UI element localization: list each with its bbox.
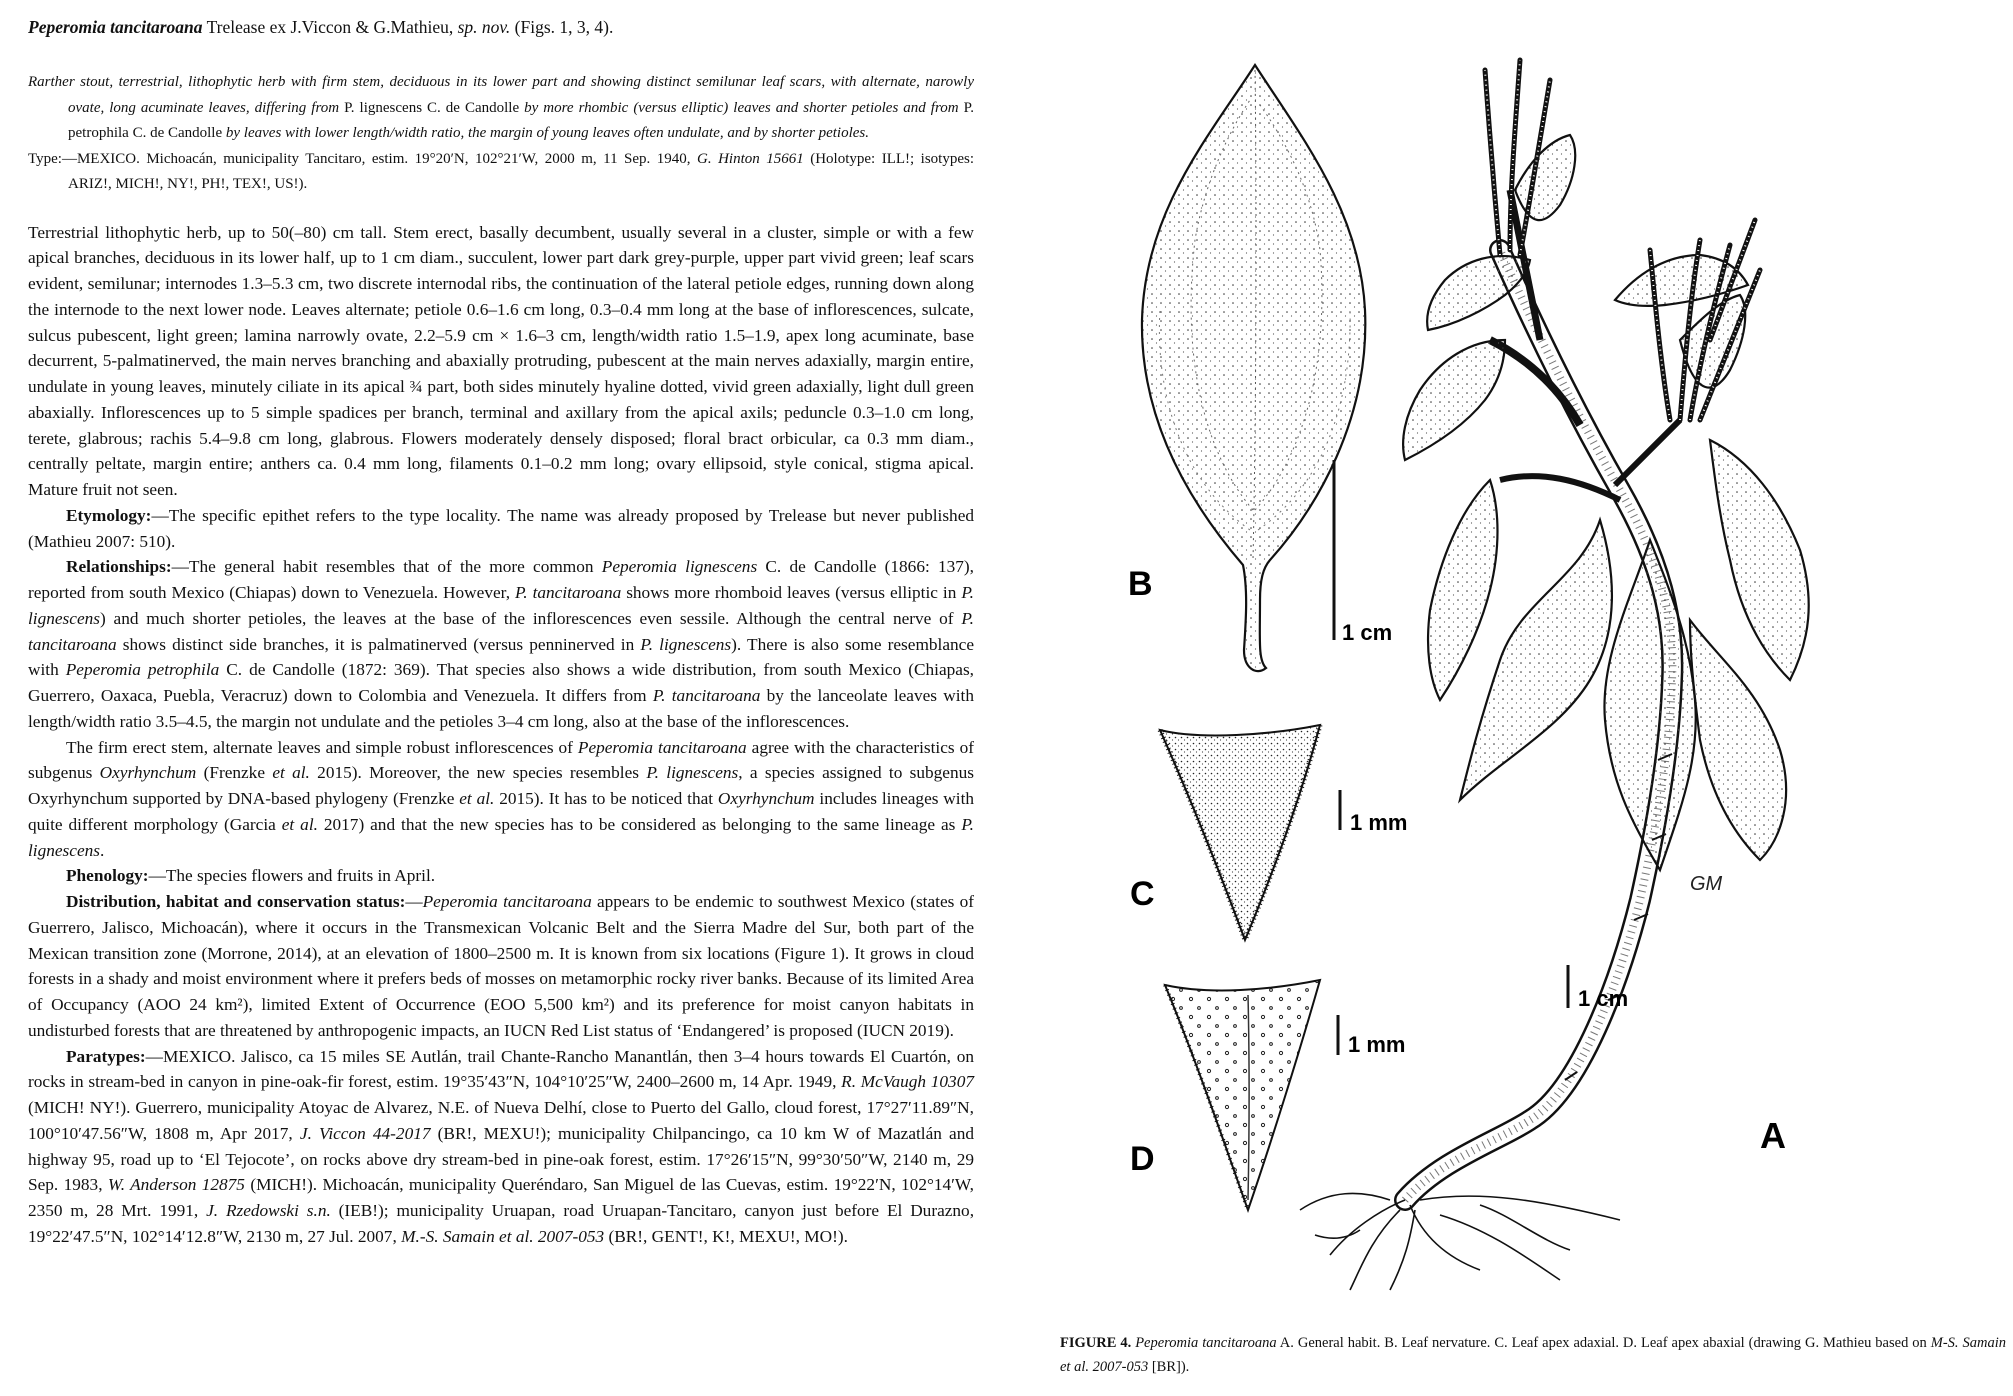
relationships-text: shows more rhomboid leaves (versus elliptic in bbox=[626, 583, 957, 602]
heading-figs: (Figs. 1, 3, 4). bbox=[514, 17, 614, 37]
subgenus-text: The firm erect stem, alternate leaves and simple robust inflorescences of bbox=[66, 737, 573, 757]
caption-text-2: [BR]). bbox=[1151, 1359, 1190, 1375]
relationships-text: C. de Candolle (1872: 369). That species also shows a wide distribution, from south Mexico (Chiapas, Guerrero, Oaxaca, Puebla, Veracruz) down to Colombia and Venezuela. It differs from bbox=[28, 660, 974, 705]
heading-status: sp. nov. bbox=[457, 17, 511, 37]
relationships-taxon: P. tancitaroana bbox=[514, 583, 622, 602]
paratypes-text: (MICH!). Michoacán, municipality Queréndaro, San Miguel de las Cuevas, estim. 19°22′N, 102°14′W, 2350 m, 28 Mrt. 1991, bbox=[28, 1175, 974, 1220]
botanical-illustration bbox=[1060, 40, 2010, 1330]
caption-label: FIGURE 4. bbox=[1060, 1335, 1132, 1351]
habit-leaf bbox=[1710, 440, 1809, 680]
illustration-svg bbox=[1060, 40, 2010, 1330]
subgenus-taxon: Oxyrhynchum bbox=[99, 763, 197, 783]
distribution-paragraph bbox=[28, 889, 974, 1044]
relationships-text: shows distinct side branches, it is palmatinerved (versus penninerved in bbox=[122, 634, 635, 654]
subgenus-taxon: P. lignescens bbox=[28, 814, 974, 860]
scale-label-d: 1 mm bbox=[1348, 1032, 1406, 1057]
relationships-text: C. de Candolle (1866: 137), reported from south Mexico (Chiapas) down to Venezuela. However, bbox=[28, 557, 974, 602]
spike bbox=[1485, 70, 1500, 255]
subgenus-taxon: Oxyrhynchum bbox=[717, 789, 815, 808]
relationships-taxon: P. lignescens bbox=[640, 634, 732, 654]
subgenus-text: . bbox=[100, 840, 105, 860]
paratypes-collector: M.-S. Samain et al. 2007-053 bbox=[401, 1226, 605, 1246]
panel-label-c: C bbox=[1130, 875, 1155, 913]
distribution-taxon: Peperomia tancitaroana bbox=[422, 892, 592, 911]
type-text-2: (Holotype: ILL!; isotypes: ARIZ!, MICH!, NY!, PH!, TEX!, US!). bbox=[68, 150, 975, 192]
caption-reference: M-S. Samain et al. 2007-053 bbox=[1060, 1335, 2007, 1375]
paratypes-collector: W. Anderson 12875 bbox=[107, 1175, 245, 1195]
scale-label-a: 1 cm bbox=[1578, 986, 1629, 1011]
distribution-text: appears to be endemic to southwest Mexico (states of Guerrero, Jalisco, Michoacán), where it occurs in the Transmexican Volcanic Belt and the Sierra Madre del Sur, both part of the Mexican transition zone (Morrone, 2014), at an elevation of 1800–2500 m. It is known from six locations (Figure 1). It grows in cloud forests in a shady and moist environment where it prefers beds of mosses on metamorphic rocky river banks. Because of its limited Area of Occupancy (AOO 24 km²), limited Extent of Occurrence (EOO 5,500 km²) and its preference for moist canyon habitats in undisturbed forests that are threatened by anthropogenic impacts, an IUCN Red List status of ‘Endangered’ is proposed (IUCN 2019). bbox=[28, 892, 974, 1040]
habit-leaf bbox=[1515, 135, 1575, 220]
description-paragraph: Terrestrial lithophytic herb, up to 50(–80) cm tall. Stem erect, basally decumbent, usually several in a cluster, simple or with a few apical branches, deciduous in its lower half, up to 1 cm diam., succulent, lower part dark grey-purple, upper part vivid green; leaf scars evident, semilunar; internodes 1.3–5.3 cm, two discrete internodal ribs, the continuation of the lateral petiole edges, running down along the internode to the next lower node. Leaves alternate; petiole 0.6–1.6 cm long, 0.3–0.4 mm long at the base of inflorescences, sulcate, sulcus pubescent, light green; lamina narrowly ovate, 2.2–5.9 cm × 1.6–3 cm, length/width ratio 1.5–1.9, apex long acuminate, base decurrent, 5-palmatinerved, the main nerves branching and abaxially protruding, pubescent at the main nerves adaxially, margin entire, undulate in young leaves, minutely ciliate in its apical ¾ part, both sides minutely hyaline dotted, vivid green adaxially, light dull green abaxially. Inflorescences up to 5 simple spadices per branch, terminal and axillary from the apical axils; peduncle 0.3–1.0 cm long, terete, glabrous; rachis 5.4–9.8 cm long, glabrous. Flowers moderately densely disposed; floral bract orbicular, ca 0.3 mm diam., centrally peltate, margin entire; anthers ca. 0.4 mm long, filaments 0.1–0.2 mm long; ovary ellipsoid, style conical, stigma apical. Mature fruit not seen. bbox=[28, 222, 974, 499]
relationships-text: by the lanceolate leaves with length/width ratio 3.5–4.5, the margin not undulate and the petioles 3–4 cm long, also at the base of the inflorescences. bbox=[28, 686, 974, 731]
scale-label-c: 1 mm bbox=[1350, 810, 1408, 835]
etymology-label: Etymology: bbox=[66, 505, 152, 525]
habit-leaf bbox=[1604, 540, 1695, 870]
species-heading bbox=[28, 14, 974, 40]
heading-species-name: Peperomia tancitaroana bbox=[28, 17, 203, 37]
paratypes-text: (IEB!); municipality Uruapan, road Uruapan-Tancitaro, canyon just before El Durazno, 19°22′47.5″N, 102°14′12.8″W, 2130 m, 27 Jul. 2007, bbox=[28, 1201, 975, 1246]
leaf-apex-c-drawing bbox=[1160, 725, 1320, 940]
leaf-apex-d-blade bbox=[1165, 980, 1320, 1210]
heading-authors: Trelease ex J.Viccon & G.Mathieu, bbox=[206, 17, 454, 37]
type-text-1: Type:—MEXICO. Michoacán, municipality Tancitaro, estim. 19°20′N, 102°21′W, 2000 m, 11 Sep. 1940, bbox=[28, 150, 691, 167]
distribution-label: Distribution, habitat and conservation status: bbox=[66, 892, 406, 911]
subgenus-taxon: P. lignescens bbox=[646, 763, 739, 783]
paratypes-collector: J. Rzedowski s.n. bbox=[206, 1201, 331, 1220]
roots bbox=[1300, 1193, 1620, 1290]
scale-label-b: 1 cm bbox=[1342, 620, 1393, 645]
phenology-paragraph bbox=[28, 863, 974, 889]
leaf-apex-d-drawing bbox=[1165, 980, 1320, 1210]
paratypes-label: Paratypes: bbox=[66, 1046, 146, 1066]
caption-species: Peperomia tancitaroana bbox=[1135, 1335, 1277, 1351]
panel-label-b: B bbox=[1128, 565, 1153, 603]
article-text-column bbox=[28, 10, 974, 1250]
subgenus-text: 2015). Moreover, the new species resembles bbox=[317, 763, 640, 783]
relationships-taxon: P. tancitaroana bbox=[652, 686, 761, 705]
panel-label-a: A bbox=[1760, 1115, 1786, 1156]
paratypes-collector: R. McVaugh 10307 bbox=[841, 1072, 974, 1092]
distribution-dash: — bbox=[405, 892, 423, 911]
diagnosis-taxon-2: P. petrophila C. de Candolle bbox=[68, 99, 975, 141]
subgenus-text: includes lineages with quite different morphology (Garcia bbox=[28, 789, 975, 834]
leaf-b-drawing bbox=[1142, 65, 1365, 671]
habit-leaf bbox=[1428, 480, 1497, 700]
relationships-taxon: Peperomia lignescens bbox=[601, 557, 758, 577]
relationships-taxon: P. lignescens bbox=[28, 583, 974, 628]
panel-label-d: D bbox=[1130, 1140, 1155, 1178]
subgenus-paragraph bbox=[28, 735, 974, 864]
leaf-apex-c-blade bbox=[1160, 725, 1320, 940]
subgenus-taxon: Peperomia tancitaroana bbox=[577, 737, 747, 757]
relationships-text: —The general habit resembles that of the more common bbox=[171, 557, 594, 577]
caption-text-1: A. General habit. B. Leaf nervature. C. Leaf apex adaxial. D. Leaf apex abaxial (drawing G. Mathieu based on bbox=[1279, 1335, 1927, 1351]
subgenus-etal: et al. bbox=[281, 814, 318, 834]
leaf-b-blade bbox=[1142, 65, 1365, 671]
phenology-text: —The species flowers and fruits in April. bbox=[148, 866, 436, 886]
relationships-taxon: P. tancitaroana bbox=[28, 608, 975, 654]
paratypes-text: (BR!, MEXU!); municipality Chilpancingo, ca 10 km W of Mazatlán and highway 95, road up to ‘El Tejocote’, on rocks above dry stream-bed in pine-oak forest, estim. 17°26′15″N, 99°30′50″W, 2140 m, 29 Sep. 1983, bbox=[28, 1123, 975, 1195]
branch-stem bbox=[1615, 420, 1680, 485]
diagnosis-taxon-1: P. lignescens C. de Candolle bbox=[344, 99, 520, 116]
subgenus-etal: et al. bbox=[459, 789, 495, 808]
paratypes-text: —MEXICO. Jalisco, ca 15 miles SE Autlán, trail Chante-Rancho Manantlán, then 3–4 hours towards El Cuartón, on rocks in stream-bed in canyon in pine-oak-fir forest, estim. 19°35′43″N, 104°10′25″W, 2400–2600 m, 14 Apr. 1949, bbox=[28, 1046, 974, 1092]
subgenus-text: , a species assigned to subgenus Oxyrhynchum supported by DNA-based phylogeny (Frenzke bbox=[28, 763, 974, 808]
subgenus-text: 2017) and that the new species has to be considered as belonging to the same lineage as bbox=[323, 814, 956, 834]
relationships-text: ) and much shorter petioles, the leaves at the base of the inflorescences even sessile. Although the central nerve of bbox=[100, 608, 954, 628]
subgenus-text: 2015). It has to be noticed that bbox=[499, 789, 714, 808]
artist-signature: GM bbox=[1690, 873, 1723, 895]
diagnosis-text-1: Rarther stout, terrestrial, lithophytic herb with firm stem, deciduous in its lower part and showing distinct semilunar leaf scars, with alternate, narowly ovate, long acuminate leaves, differing from bbox=[28, 74, 974, 116]
diagnosis-paragraph bbox=[28, 70, 974, 147]
figure-caption bbox=[1060, 1331, 2006, 1379]
paratypes-text: (BR!, GENT!, K!, MEXU!, MO!). bbox=[608, 1226, 848, 1246]
etymology-text: —The specific epithet refers to the type locality. The name was already proposed by Trelease but never published (Mathieu 2007: 510). bbox=[28, 505, 974, 551]
plant-habit-a-drawing bbox=[1300, 60, 1809, 1290]
etymology-paragraph bbox=[28, 503, 974, 555]
relationships-text: ). There is also some resemblance with bbox=[28, 634, 974, 680]
diagnosis-text-3: by leaves with lower length/width ratio, the margin of young leaves often undulate, and by shorter petioles. bbox=[225, 125, 870, 141]
paratypes-collector: J. Viccon 44-2017 bbox=[299, 1123, 431, 1143]
diagnosis-text-2: by more rhombic (versus elliptic) leaves and shorter petioles and from bbox=[524, 99, 959, 116]
subgenus-etal: et al. bbox=[272, 763, 310, 783]
relationships-label: Relationships: bbox=[66, 557, 172, 577]
phenology-label: Phenology: bbox=[66, 866, 149, 886]
habit-leaf bbox=[1403, 340, 1505, 460]
paratypes-text: (MICH! NY!). Guerrero, municipality Atoyac de Alvarez, N.E. of Nueva Delhí, close to Puerto del Gallo, cloud forest, 17°27′11.89″N, 100°10′47.56″W, 1808 m, Apr 2017, bbox=[28, 1098, 974, 1143]
subgenus-text: (Frenzke bbox=[203, 763, 265, 783]
relationships-paragraph bbox=[28, 554, 974, 734]
type-paragraph bbox=[28, 147, 974, 198]
paratypes-paragraph bbox=[28, 1044, 974, 1250]
type-collector: G. Hinton 15661 bbox=[697, 150, 804, 167]
subgenus-text: agree with the characteristics of subgenus bbox=[28, 737, 974, 783]
relationships-taxon: Peperomia petrophila bbox=[65, 660, 220, 680]
